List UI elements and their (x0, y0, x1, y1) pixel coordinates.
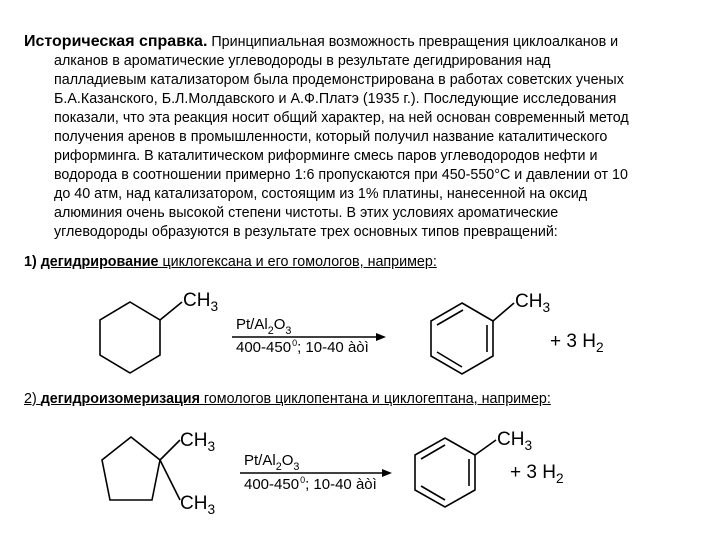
methyl-bond (160, 302, 182, 320)
intro-line: до 40 атм, над катализатором, состоящим из 1% платины, нанесенной на оксид (54, 186, 588, 202)
conditions-2-label: $400-450^0$; 10-40 àòì (244, 475, 377, 493)
arrow-head (376, 333, 386, 341)
section-2-term: дегидроизомеризация (40, 391, 200, 407)
reactant-2-ch3-top-label: $CH_3$ (180, 430, 216, 454)
section-2-number: 2) (24, 391, 37, 407)
section-1-term: дегидрирование (40, 254, 159, 270)
section-1-number: 1) (24, 254, 37, 270)
arrow-head (382, 469, 392, 477)
methyl-bond (475, 440, 496, 455)
reactant-1-ch3-label: $CH_3$ (183, 290, 219, 314)
methyl-bond (160, 460, 180, 500)
aromatic-bond (421, 486, 445, 500)
intro-line: алканов в ароматические углеводороды в результате дегидрирования над (54, 53, 551, 69)
intro-line: палладиевым катализатором была продемонстрирована в работах советских ученых (54, 72, 624, 88)
intro-line: алюминия очень высокой степени чистоты. В этих условиях ароматические (54, 205, 559, 221)
cyclopentane-ring (102, 437, 160, 500)
intro-line: углеводороды образуются в результате трех основных типов превращений: (54, 224, 558, 240)
intro-line: получения аренов в промышленности, который получил название каталитического (54, 129, 608, 145)
catalyst-2-label: $Pt/Al_2O_3$ (244, 452, 300, 473)
section-2-rest: гомологов циклопентана и циклогептана, например: (199, 391, 551, 407)
aromatic-bond (437, 310, 463, 325)
product-1-ch3-label: $CH_3$ (515, 291, 551, 315)
benzene-ring (415, 438, 475, 507)
reactant-2-ch3-bottom-label: $CH_3$ (180, 493, 216, 517)
catalyst-1-label: $Pt/Al_2O_3$ (236, 316, 292, 337)
intro-line: риформинга. В каталитическом риформинге смесь паров углеводородов нефти и (54, 148, 598, 164)
aromatic-bond (437, 352, 462, 367)
intro-line: водорода в соотношении примерно 1:6 пропускаются при 450-550°С и давлении от 10 (54, 167, 628, 183)
cyclohexane-ring (100, 302, 160, 373)
intro-lead: Историческая справка. (24, 33, 208, 50)
product-2-ch3-label: $CH_3$ (497, 429, 533, 453)
methyl-bond (493, 303, 514, 321)
methyl-bond (160, 440, 180, 460)
byproduct-1-label: + 3 $H_2$ (550, 331, 604, 355)
conditions-1-label: $400-450^0$; 10-40 àòì (236, 338, 369, 356)
intro-line: Принципиальная возможность превращения циклоалканов и (211, 34, 619, 50)
benzene-ring (431, 303, 493, 374)
section-1-rest: циклогексана и его гомологов, например: (158, 254, 437, 270)
intro-line: Б.А.Казанского, Б.Л.Молдавского и А.Ф.Платэ (1935 г.). Последующие исследования (54, 91, 617, 107)
aromatic-bond (421, 445, 445, 459)
byproduct-2-label: + 3 $H_2$ (510, 462, 564, 486)
intro-line: показали, что эта реакция носит общий характер, на ней основан современный метод (54, 110, 629, 126)
